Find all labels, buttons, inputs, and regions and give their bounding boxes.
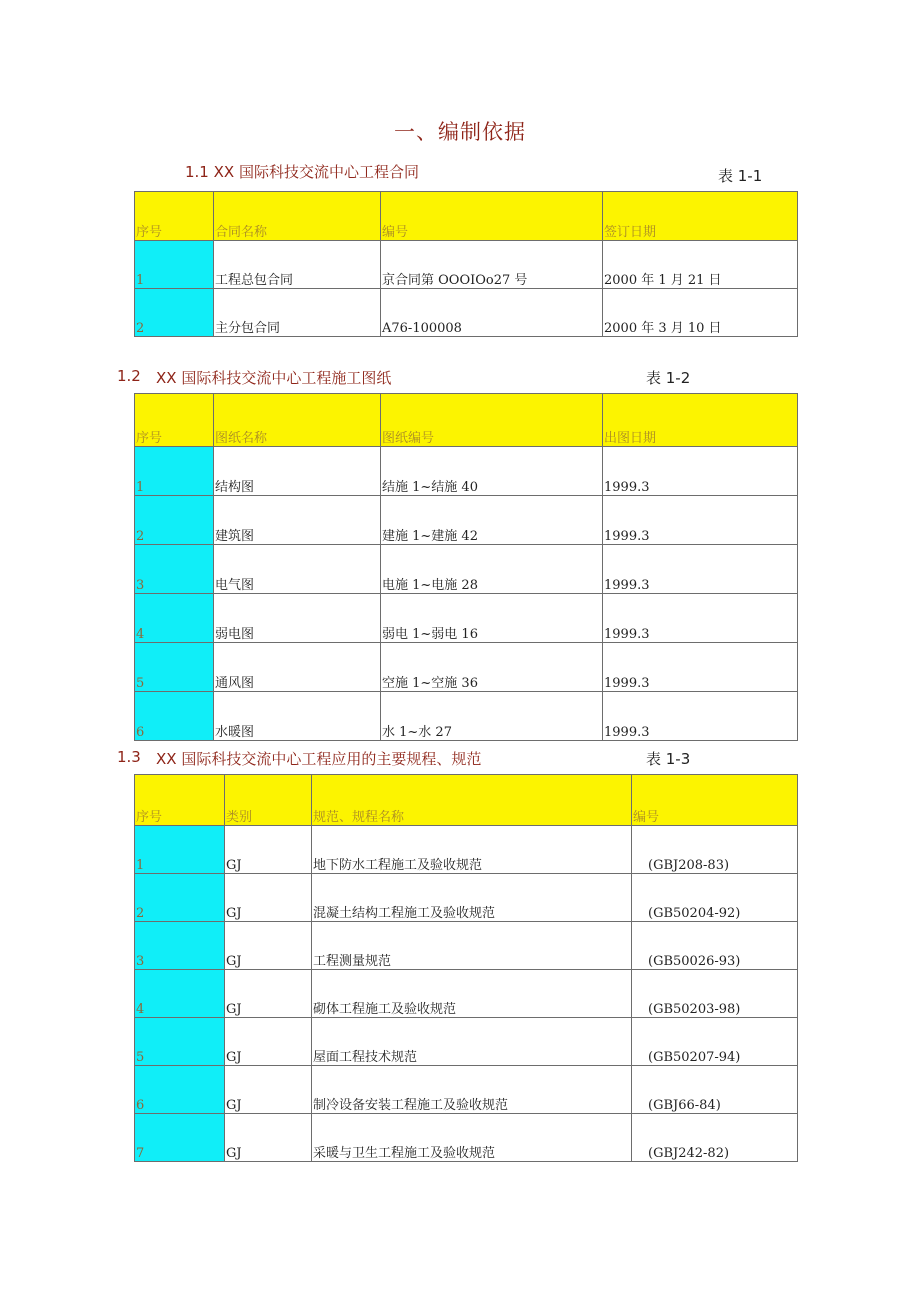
table-row bbox=[135, 1018, 798, 1066]
drawing-table bbox=[134, 393, 798, 741]
column-header: 序号 bbox=[135, 394, 214, 447]
row-number: 2 bbox=[135, 874, 225, 922]
table-cell: 采暖与卫生工程施工及验收规范 bbox=[312, 1114, 632, 1162]
table-header-row bbox=[135, 775, 798, 826]
row-number: 3 bbox=[135, 545, 214, 594]
table-cell: 屋面工程技术规范 bbox=[312, 1018, 632, 1066]
row-number: 6 bbox=[135, 1066, 225, 1114]
column-header: 合同名称 bbox=[214, 192, 381, 241]
table-cell: GJ bbox=[225, 826, 312, 874]
row-number: 6 bbox=[135, 692, 214, 741]
section-1-table-number: 表 1-1 bbox=[718, 167, 763, 185]
column-header: 类别 bbox=[225, 775, 312, 826]
section-2-caption-number: 1.2 bbox=[117, 367, 141, 385]
table-cell: 结施 1~结施 40 bbox=[381, 447, 603, 496]
table-cell: 建筑图 bbox=[214, 496, 381, 545]
table-cell: 弱电图 bbox=[214, 594, 381, 643]
section-3-caption-number: 1.3 bbox=[117, 748, 141, 766]
column-header: 编号 bbox=[381, 192, 603, 241]
row-number: 2 bbox=[135, 496, 214, 545]
column-header: 图纸编号 bbox=[381, 394, 603, 447]
table-cell: 电施 1~电施 28 bbox=[381, 545, 603, 594]
page-title: 一、编制依据 bbox=[394, 120, 526, 144]
row-number: 5 bbox=[135, 1018, 225, 1066]
table-row bbox=[135, 594, 798, 643]
column-header: 签订日期 bbox=[603, 192, 798, 241]
table-row bbox=[135, 874, 798, 922]
table-cell: 制冷设备安装工程施工及验收规范 bbox=[312, 1066, 632, 1114]
table-cell: 1999.3 bbox=[603, 447, 798, 496]
table-cell: 通风图 bbox=[214, 643, 381, 692]
table-cell: GJ bbox=[225, 970, 312, 1018]
row-number: 4 bbox=[135, 970, 225, 1018]
column-header: 规范、规程名称 bbox=[312, 775, 632, 826]
table-cell: 水 1~水 27 bbox=[381, 692, 603, 741]
table-cell: 空施 1~空施 36 bbox=[381, 643, 603, 692]
table-cell: 1999.3 bbox=[603, 643, 798, 692]
table-row bbox=[135, 545, 798, 594]
table-cell: (GB50203-98) bbox=[632, 970, 798, 1018]
table-cell: A76-100008 bbox=[381, 289, 603, 337]
table-cell: 地下防水工程施工及验收规范 bbox=[312, 826, 632, 874]
table-cell: 工程总包合同 bbox=[214, 241, 381, 289]
table-row bbox=[135, 496, 798, 545]
table-row bbox=[135, 922, 798, 970]
table-row bbox=[135, 692, 798, 741]
table-row bbox=[135, 241, 798, 289]
row-number: 1 bbox=[135, 447, 214, 496]
table-cell: 2000 年 3 月 10 日 bbox=[603, 289, 798, 337]
table-cell: 1999.3 bbox=[603, 692, 798, 741]
table-cell: GJ bbox=[225, 874, 312, 922]
table-row bbox=[135, 970, 798, 1018]
section-2-table-number: 表 1-2 bbox=[646, 369, 691, 387]
table-cell: GJ bbox=[225, 1114, 312, 1162]
table-cell: 工程测量规范 bbox=[312, 922, 632, 970]
table-cell: (GB50204-92) bbox=[632, 874, 798, 922]
table-cell: 建施 1~建施 42 bbox=[381, 496, 603, 545]
table-cell: 混凝土结构工程施工及验收规范 bbox=[312, 874, 632, 922]
table-cell: GJ bbox=[225, 922, 312, 970]
section-2-caption: XX 国际科技交流中心工程施工图纸 bbox=[156, 369, 392, 387]
row-number: 2 bbox=[135, 289, 214, 337]
table-cell: 1999.3 bbox=[603, 594, 798, 643]
table-cell: 2000 年 1 月 21 日 bbox=[603, 241, 798, 289]
table-row bbox=[135, 826, 798, 874]
table-cell: 砌体工程施工及验收规范 bbox=[312, 970, 632, 1018]
row-number: 5 bbox=[135, 643, 214, 692]
table-cell: 弱电 1~弱电 16 bbox=[381, 594, 603, 643]
table-header-row bbox=[135, 192, 798, 241]
contract-table bbox=[134, 191, 798, 337]
table-header-row bbox=[135, 394, 798, 447]
column-header: 序号 bbox=[135, 775, 225, 826]
table-cell: GJ bbox=[225, 1018, 312, 1066]
table-cell: 京合同第 OOOIOo27 号 bbox=[381, 241, 603, 289]
table-cell: (GB50207-94) bbox=[632, 1018, 798, 1066]
table-cell: 主分包合同 bbox=[214, 289, 381, 337]
row-number: 3 bbox=[135, 922, 225, 970]
table-cell: GJ bbox=[225, 1066, 312, 1114]
column-header: 编号 bbox=[632, 775, 798, 826]
row-number: 4 bbox=[135, 594, 214, 643]
table-cell: 1999.3 bbox=[603, 496, 798, 545]
section-3-table-number: 表 1-3 bbox=[646, 750, 691, 768]
table-row bbox=[135, 643, 798, 692]
standards-table bbox=[134, 774, 798, 1162]
row-number: 1 bbox=[135, 826, 225, 874]
table-cell: 水暖图 bbox=[214, 692, 381, 741]
column-header: 序号 bbox=[135, 192, 214, 241]
table-cell: 结构图 bbox=[214, 447, 381, 496]
table-row bbox=[135, 1066, 798, 1114]
section-1-caption: 1.1 XX 国际科技交流中心工程合同 bbox=[185, 163, 419, 181]
table-cell: 电气图 bbox=[214, 545, 381, 594]
table-cell: (GB50026-93) bbox=[632, 922, 798, 970]
table-row bbox=[135, 1114, 798, 1162]
section-3-caption: XX 国际科技交流中心工程应用的主要规程、规范 bbox=[156, 750, 482, 768]
table-row bbox=[135, 447, 798, 496]
table-row bbox=[135, 289, 798, 337]
table-cell: (GBJ242-82) bbox=[632, 1114, 798, 1162]
column-header: 出图日期 bbox=[603, 394, 798, 447]
table-cell: (GBJ66-84) bbox=[632, 1066, 798, 1114]
row-number: 1 bbox=[135, 241, 214, 289]
table-cell: 1999.3 bbox=[603, 545, 798, 594]
table-cell: (GBJ208-83) bbox=[632, 826, 798, 874]
column-header: 图纸名称 bbox=[214, 394, 381, 447]
row-number: 7 bbox=[135, 1114, 225, 1162]
